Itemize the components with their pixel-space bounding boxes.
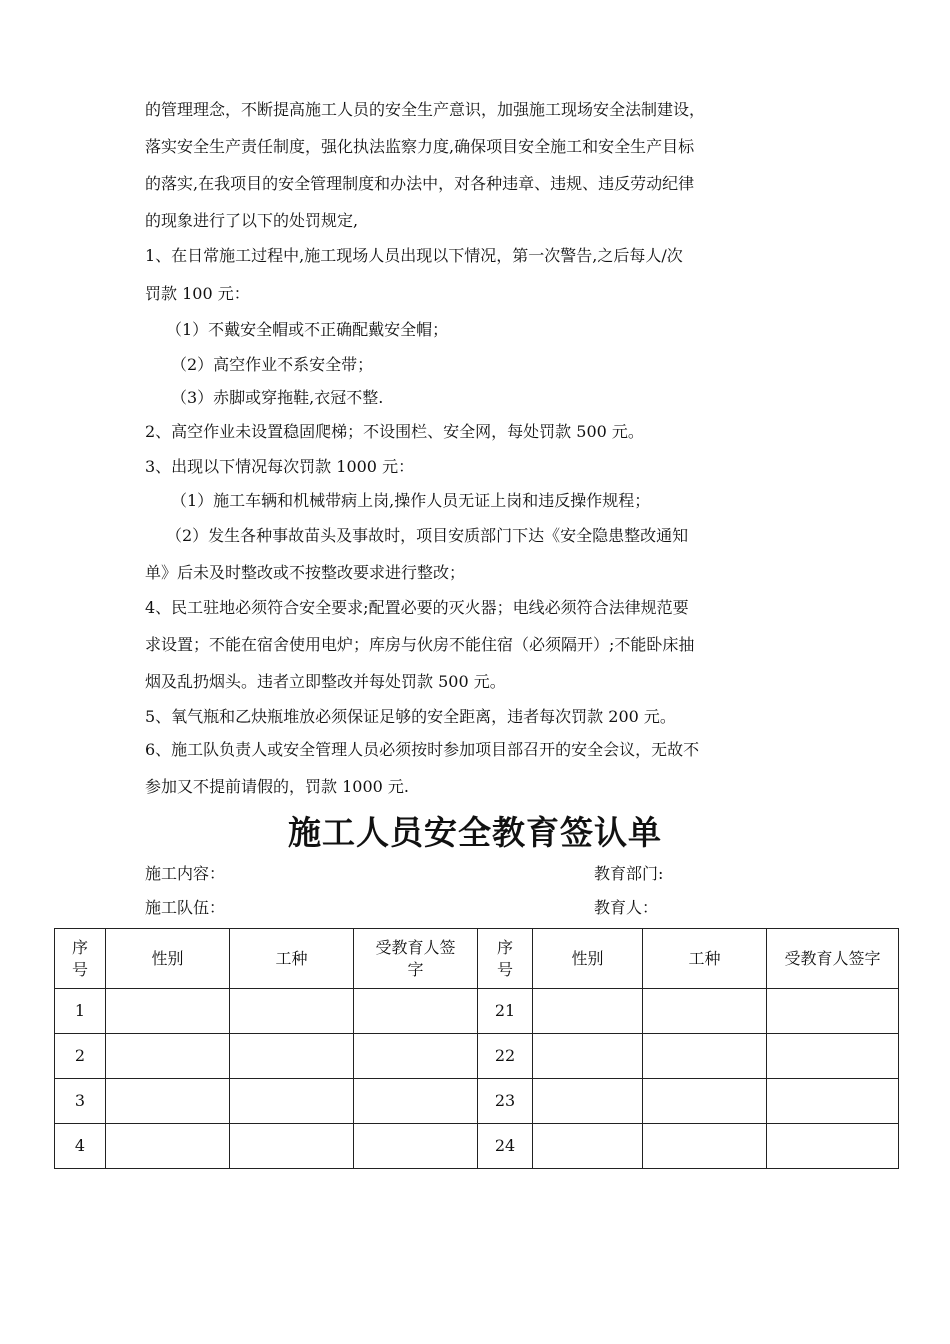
rule-3-item-2: （2）发生各种事故苗头及事故时，项目安质部门下达《安全隐患整改通知 xyxy=(166,526,689,545)
trade-cell[interactable] xyxy=(230,1079,354,1124)
rule-6-cont: 参加又不提前请假的，罚款 1000 元. xyxy=(145,777,409,796)
seq-cell: 3 xyxy=(55,1079,106,1124)
seq-cell: 23 xyxy=(478,1079,533,1124)
signature-cell[interactable] xyxy=(767,1034,899,1079)
trade-cell[interactable] xyxy=(643,1079,767,1124)
trade-cell[interactable] xyxy=(230,989,354,1034)
signature-cell[interactable] xyxy=(767,1079,899,1124)
trade-cell[interactable] xyxy=(230,1124,354,1169)
signature-cell[interactable] xyxy=(354,1079,478,1124)
rule-1-fine: 罚款 100 元： xyxy=(145,284,250,303)
rule-1-item-1: （1）不戴安全帽或不正确配戴安全帽； xyxy=(166,320,449,339)
rule-2: 2、高空作业未设置稳固爬梯；不设围栏、安全网，每处罚款 500 元。 xyxy=(145,422,644,441)
table-row xyxy=(55,1124,899,1169)
paragraph-line: 的现象进行了以下的处罚规定, xyxy=(145,211,359,230)
gender-cell[interactable] xyxy=(106,989,230,1034)
table-row xyxy=(55,989,899,1034)
gender-cell[interactable] xyxy=(533,1124,643,1169)
trade-cell[interactable] xyxy=(230,1034,354,1079)
trade-cell[interactable] xyxy=(643,1124,767,1169)
header-gender: 性别 xyxy=(533,929,643,989)
seq-cell: 24 xyxy=(478,1124,533,1169)
table-row xyxy=(55,1034,899,1079)
rule-4-cont: 求设置；不能在宿舍使用电炉；库房与伙房不能住宿（必须隔开）;不能卧床抽 xyxy=(145,635,695,654)
header-trade: 工种 xyxy=(643,929,767,989)
signature-cell[interactable] xyxy=(354,989,478,1034)
educator-label: 教育人： xyxy=(594,898,659,917)
paragraph-line: 落实安全生产责任制度，强化执法监察力度,确保项目安全施工和安全生产目标 xyxy=(145,137,695,156)
seq-cell: 4 xyxy=(55,1124,106,1169)
signature-cell[interactable] xyxy=(767,1124,899,1169)
form-title: 施工人员安全教育签认单 xyxy=(288,813,662,852)
rule-5: 5、氧气瓶和乙炔瓶堆放必须保证足够的安全距离，违者每次罚款 200 元。 xyxy=(145,707,676,726)
header-signature: 受教育人签 字 xyxy=(354,929,478,989)
seq-cell: 21 xyxy=(478,989,533,1034)
seq-cell: 22 xyxy=(478,1034,533,1079)
team-label: 施工队伍： xyxy=(145,898,226,917)
trade-cell[interactable] xyxy=(643,989,767,1034)
header-gender: 性别 xyxy=(106,929,230,989)
header-seq: 序 号 xyxy=(55,929,106,989)
seq-cell: 1 xyxy=(55,989,106,1034)
paragraph-line: 的落实,在我项目的安全管理制度和办法中，对各种违章、违规、违反劳动纪律 xyxy=(145,174,695,193)
rule-6: 6、施工队负责人或安全管理人员必须按时参加项目部召开的安全会议，无故不 xyxy=(145,740,700,759)
gender-cell[interactable] xyxy=(533,989,643,1034)
signature-cell[interactable] xyxy=(354,1034,478,1079)
seq-cell: 2 xyxy=(55,1034,106,1079)
rule-4-cont: 烟及乱扔烟头。违者立即整改并每处罚款 500 元。 xyxy=(145,672,506,691)
rule-3: 3、出现以下情况每次罚款 1000 元： xyxy=(145,457,415,476)
sign-in-table xyxy=(54,928,899,1169)
header-trade: 工种 xyxy=(230,929,354,989)
gender-cell[interactable] xyxy=(106,1034,230,1079)
dept-label: 教育部门: xyxy=(594,864,664,883)
gender-cell[interactable] xyxy=(106,1079,230,1124)
rule-1: 1、在日常施工过程中,施工现场人员出现以下情况，第一次警告,之后每人/次 xyxy=(145,246,683,265)
content-label: 施工内容： xyxy=(145,864,226,883)
rule-1-item-3: （3）赤脚或穿拖鞋,衣冠不整. xyxy=(171,388,384,407)
table-header-row xyxy=(55,929,899,989)
trade-cell[interactable] xyxy=(643,1034,767,1079)
rule-3-item-1: （1）施工车辆和机械带病上岗,操作人员无证上岗和违反操作规程； xyxy=(171,491,651,510)
paragraph-line: 的管理理念，不断提高施工人员的安全生产意识，加强施工现场安全法制建设， xyxy=(145,100,706,119)
gender-cell[interactable] xyxy=(533,1034,643,1079)
header-seq: 序 号 xyxy=(478,929,533,989)
rule-1-item-2: （2）高空作业不系安全带； xyxy=(171,355,374,374)
rule-3-item-2-cont: 单》后未及时整改或不按整改要求进行整改； xyxy=(145,563,466,582)
gender-cell[interactable] xyxy=(533,1079,643,1124)
signature-cell[interactable] xyxy=(767,989,899,1034)
header-signature: 受教育人签字 xyxy=(767,929,899,989)
gender-cell[interactable] xyxy=(106,1124,230,1169)
table-row xyxy=(55,1079,899,1124)
signature-cell[interactable] xyxy=(354,1124,478,1169)
rule-4: 4、民工驻地必须符合安全要求;配置必要的灭火器；电线必须符合法律规范要 xyxy=(145,598,689,617)
